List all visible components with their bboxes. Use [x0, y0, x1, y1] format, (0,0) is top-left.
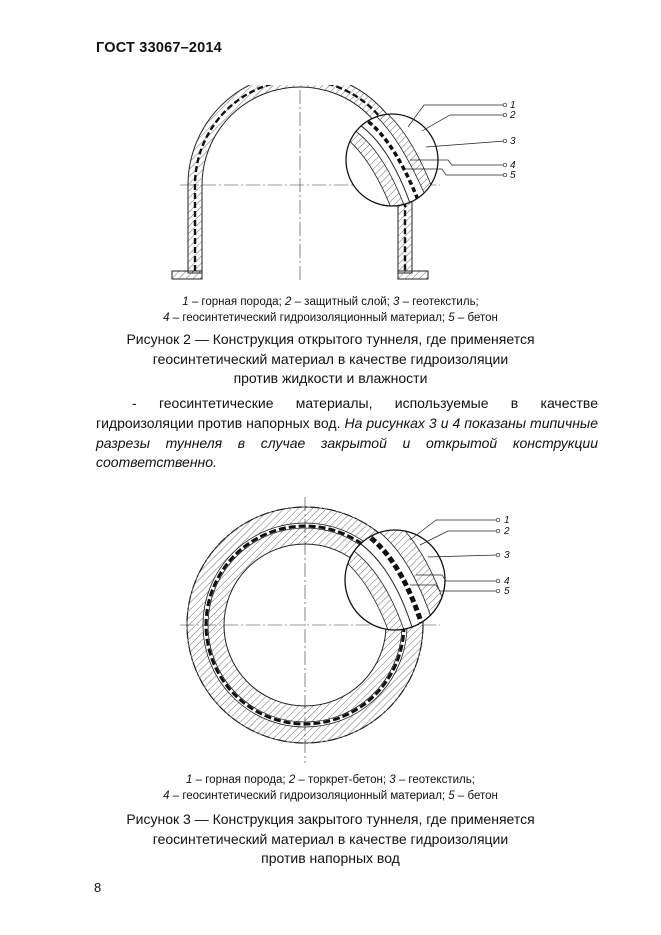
legend-text: – торкрет-бетон;: [295, 774, 390, 786]
legend-line: [0, 772, 661, 788]
fig3-callout-1: 1: [504, 515, 510, 526]
legend-text: – бетон: [454, 790, 498, 802]
legend-text: – горная порода;: [192, 774, 289, 786]
paragraph-text: - геосинтетические материалы, используемые в качестве гидроизоляции против напорных вод.: [96, 395, 598, 431]
fig3-callout-4: 4: [504, 576, 510, 587]
legend-text: – геотекстиль;: [395, 774, 475, 786]
body-paragraph: [96, 394, 598, 473]
document-header: ГОСТ 33067–2014: [96, 40, 222, 56]
legend-num: 1: [182, 296, 189, 308]
legend-text: – бетон: [454, 312, 498, 324]
figure-3-closed-tunnel-drawing: [170, 495, 530, 765]
page-number: 8: [94, 880, 102, 895]
legend-num: 5: [448, 790, 455, 802]
figure-3-caption: [0, 810, 661, 869]
fig2-callout-2: 2: [510, 110, 516, 121]
fig2-callout-1: 1: [510, 100, 516, 111]
legend-num: 4: [163, 312, 170, 324]
legend-num: 1: [186, 774, 193, 786]
caption-line: Рисунок 3 — Конструкция закрытого туннеля, где применяется: [126, 811, 535, 827]
caption-line: против жидкости и влажности: [233, 370, 428, 386]
figure-2-open-tunnel-drawing: [160, 85, 530, 285]
legend-line: [0, 788, 661, 804]
caption-line: геосинтетический материал в качестве гидроизоляции: [152, 830, 509, 847]
fig2-callout-5: 5: [510, 170, 516, 181]
fig2-callout-3: 3: [510, 136, 516, 147]
legend-text: – защитный слой;: [291, 296, 394, 308]
fig3-callout-3: 3: [504, 550, 510, 561]
paragraph-italic-text: На рисунках 3 и 4 показаны типичные разрезы туннеля в случае закрытой и открытой конструкции соответственно.: [96, 414, 599, 471]
legend-num: 4: [163, 790, 170, 802]
caption-line: Рисунок 2 — Конструкция открытого туннеля, где применяется: [126, 331, 535, 347]
legend-num: 3: [389, 774, 396, 786]
legend-num: 5: [448, 312, 455, 324]
caption-line: против напорных вод: [261, 850, 400, 866]
legend-num: 3: [393, 296, 400, 308]
figure-2-legend: [0, 294, 661, 326]
legend-line: [0, 310, 661, 326]
legend-text: – геосинтетический гидроизоляционный материал;: [169, 312, 449, 324]
figure-2-caption: [0, 330, 661, 389]
legend-text: – геотекстиль;: [399, 296, 479, 308]
fig2-callout-4: 4: [510, 160, 516, 171]
fig3-callout-2: 2: [504, 526, 510, 537]
figure-3-legend: [0, 772, 661, 804]
legend-num: 2: [288, 774, 296, 786]
fig3-callout-5: 5: [504, 586, 510, 597]
legend-num: 2: [284, 296, 292, 308]
legend-line: [0, 294, 661, 310]
legend-text: – геосинтетический гидроизоляционный материал;: [169, 790, 449, 802]
legend-text: – горная порода;: [188, 296, 285, 308]
caption-line: геосинтетический материал в качестве гидроизоляции: [152, 350, 509, 367]
